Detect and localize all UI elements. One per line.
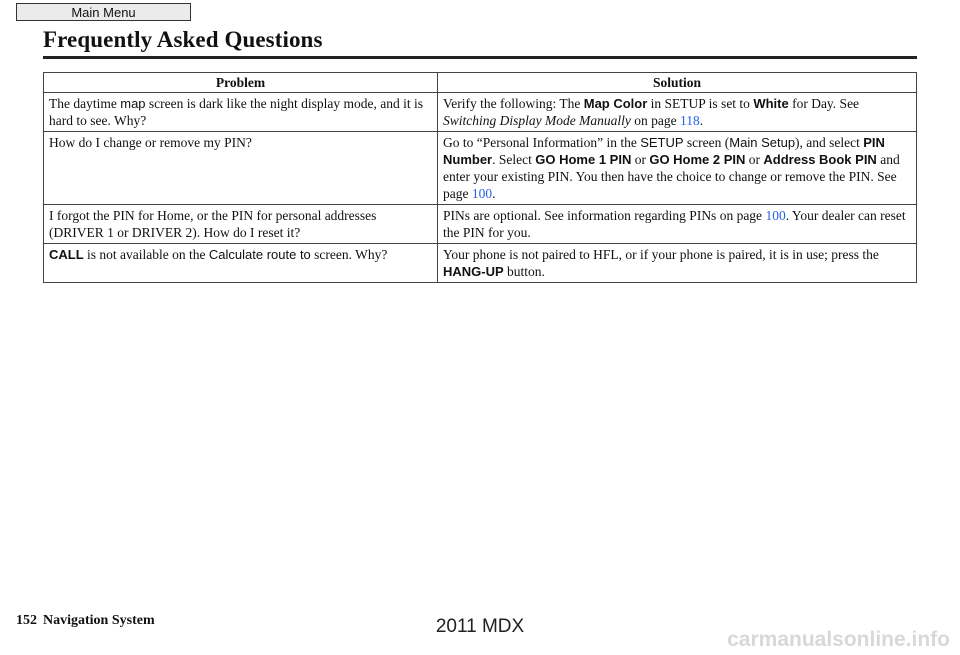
- page-link[interactable]: 100: [471, 186, 493, 201]
- ui-term: Calculate route to: [208, 247, 311, 262]
- ui-term: map: [120, 96, 146, 111]
- table-row: [44, 132, 917, 205]
- ui-term: Address Book PIN: [763, 152, 877, 167]
- solution-cell: Go to “Personal Information” in the SETUP screen (Main Setup), and select PIN Number. Select GO Home 1 PIN or GO Home 2 PIN or Address Book PIN and enter your existing PIN. You then have the choice to change or remove the PIN. See page 100.: [438, 132, 917, 205]
- main-menu-button[interactable]: Main Menu: [16, 3, 191, 21]
- ui-term: Map Color: [583, 96, 648, 111]
- title-divider: [43, 56, 917, 59]
- column-header-problem: Problem: [44, 73, 438, 93]
- solution-cell: PINs are optional. See information regarding PINs on page 100. Your dealer can reset the PIN for you.: [438, 205, 917, 244]
- table-row: [44, 244, 917, 283]
- ui-term: HANG-UP: [443, 264, 504, 279]
- problem-cell: The daytime map screen is dark like the night display mode, and it is hard to see. Why?: [44, 93, 438, 132]
- ui-term: Main Setup: [729, 135, 796, 150]
- problem-cell: How do I change or remove my PIN?: [44, 132, 438, 205]
- page-link[interactable]: 100: [765, 208, 786, 223]
- ui-term: CALL: [49, 247, 84, 262]
- section-name: Navigation System: [43, 613, 155, 628]
- ui-term: GO Home 2 PIN: [649, 152, 746, 167]
- page-number: 152: [16, 613, 37, 628]
- site-watermark: carmanualsonline.info: [727, 628, 950, 651]
- solution-cell: Verify the following: The Map Color in SETUP is set to White for Day. See Switching Display Mode Manually on page 118.: [438, 93, 917, 132]
- problem-cell: CALL is not available on the Calculate route to screen. Why?: [44, 244, 438, 283]
- problem-cell: I forgot the PIN for Home, or the PIN for personal addresses (DRIVER 1 or DRIVER 2). How do I reset it?: [44, 205, 438, 244]
- ui-term: White: [753, 96, 789, 111]
- solution-cell: Your phone is not paired to HFL, or if your phone is paired, it is in use; press the HANG-UP button.: [438, 244, 917, 283]
- page-title: Frequently Asked Questions: [43, 27, 323, 52]
- page-link[interactable]: 118: [679, 113, 700, 128]
- column-header-solution: Solution: [438, 73, 917, 93]
- ui-term: GO Home 1 PIN: [535, 152, 632, 167]
- ui-term: PIN Number: [443, 135, 885, 167]
- table-row: [44, 205, 917, 244]
- vehicle-model: 2011 MDX: [435, 616, 525, 637]
- section-reference: Switching Display Mode Manually: [443, 113, 631, 128]
- table-row: [44, 93, 917, 132]
- table-header-row: [44, 73, 917, 93]
- faq-table: [43, 72, 917, 283]
- ui-term: SETUP: [640, 135, 684, 150]
